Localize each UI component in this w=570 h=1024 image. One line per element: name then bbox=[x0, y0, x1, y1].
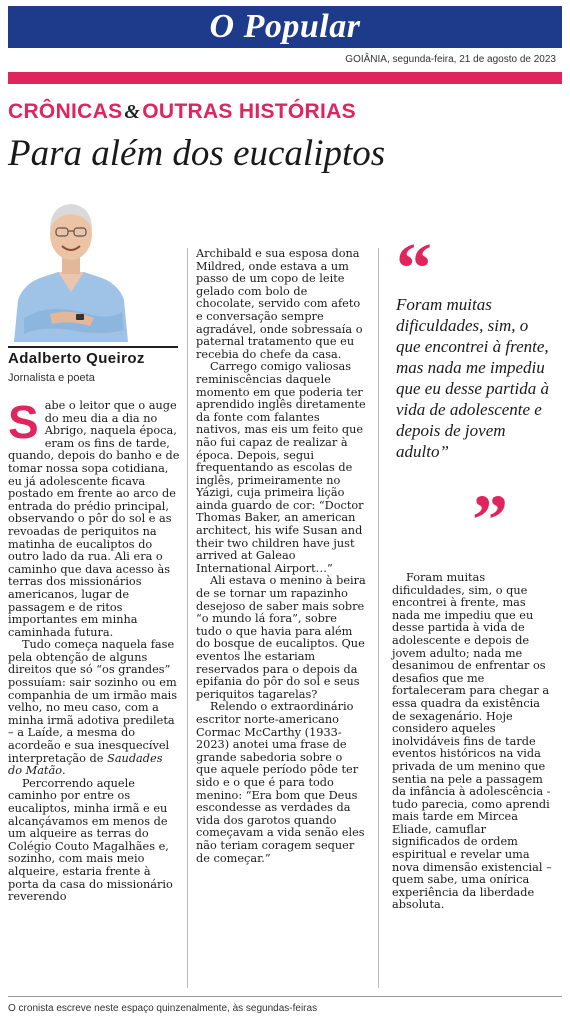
author-name: Adalberto Queiroz bbox=[8, 350, 145, 367]
paragraph-6: Ali estava o menino à beira de se tornar um rapazinho desejoso de saber mais sobre “o mundo lá fora”, sobre tudo o que havia para além do bosque de eucaliptos. Que eventos lhe estariam reservados para o depois da epifania do pôr do sol e seus periquitos tagarelas? bbox=[196, 574, 366, 701]
paragraph-3: Percorrendo aquele caminho por entre os eucaliptos, minha irmã e eu alcançávamos em menos de um alqueire as terras do Colégio Couto Magalhães e, sozinho, com mais meio alqueire, estaria frente à porta da casa do missionário reverendo bbox=[8, 776, 173, 904]
paragraph-4: Archibald e sua esposa dona Mildred, onde estava a um passo de um copo de leite gelado com bolo de chocolate, servido com afeto e conversação sempre agradável, onde sobressaía o paternal tratamento que eu recebia do chefe da casa. bbox=[196, 247, 363, 361]
column-divider bbox=[187, 248, 188, 988]
dropcap: S bbox=[8, 396, 39, 448]
author-photo bbox=[10, 190, 132, 342]
section-label-amp: & bbox=[124, 101, 141, 123]
masthead bbox=[8, 6, 562, 48]
footer-note: O cronista escreve neste espaço quinzenalmente, às segundas-feiras bbox=[8, 1003, 318, 1014]
masthead-title: O Popular bbox=[209, 8, 361, 45]
pull-quote: Foram muitas dificuldades, sim, o que encontrei à frente, mas nada me impediu que eu desse partida à vida de adolescente e depois de jovem adulto” bbox=[396, 295, 549, 461]
footer-rule bbox=[8, 996, 562, 997]
open-quote-mark: “ bbox=[396, 228, 432, 308]
headline: Para além dos eucaliptos bbox=[8, 133, 386, 174]
song-title: Saudades do Matão bbox=[8, 751, 163, 778]
paragraph-1 bbox=[8, 396, 180, 639]
paragraph-8: Foram muitas dificuldades, sim, o que encontrei à frente, mas nada me impediu que eu desse partida à vida de adolescente e depois de jovem adulto; nada me desanimou de enfrentar os desafios que me fortaleceram para chegar a essa quadra da existência de sexagenário. Hoje considero aqueles inolvidáveis fins de tarde eventos históricos na vida privada de um menino que sentia na pele a passagem da infância à adolescência - tudo parecia, como aprendi mais tarde em Mircea Eliade, camuflar significados de ordem espiritual e revelar uma nova dimensão existencial – quem sabe, uma onírica experiência da liberdade absoluta. bbox=[392, 571, 552, 912]
column-divider bbox=[378, 248, 379, 988]
author-role: Jornalista e poeta bbox=[8, 372, 95, 384]
paragraph-7: Relendo o extraordinário escritor norte-americano Cormac McCarthy (1933-2023) anotei uma frase de grande sabedoria sobre o que aquele período pôde ter sido e o que é para todo menino: “Era bom que Deus escondesse as verdades da vida dos garotos quando começavam a vida senão eles não teriam coragem sequer de começar.” bbox=[196, 700, 365, 865]
dateline: GOIÂNIA, segunda-feira, 21 de agosto de 2023 bbox=[345, 54, 556, 65]
author-portrait bbox=[10, 190, 132, 342]
section-divider bbox=[8, 72, 562, 84]
section-label bbox=[8, 100, 356, 124]
article-column-3 bbox=[392, 572, 556, 912]
paragraph-2 bbox=[8, 639, 180, 778]
paragraph-1-text: abe o leitor que o auge do meu dia a dia no Abrigo, naquela época, eram os fins de tarde, quando, depois do banho e de tomar nossa sopa cotidiana, eu já adolescente ficava postado em frente ao arco de entrada do prédio principal, observando o pôr do sol e as revoadas de periquitos na matinha de eucaliptos do outro lado da rua. Ali era o caminho que dava acesso às terras dos missionários americanos, lugar de passagem e de ritos importantes em minha caminhada futura. bbox=[8, 399, 180, 639]
article-column-2 bbox=[196, 248, 366, 865]
paragraph-5: Carrego comigo valiosas reminiscências daquele momento em que poderia ter aprendido inglês diretamente da fonte com falantes nativos, mas eis um feito que não fui capaz de realizar à época. Depois, segui frequentando as escolas de inglês, primeiramente no Yázigi, cuja primeira lição ainda guardo de cor: “Doctor Thomas Baker, an american architect, his wife Susan and their two children have just arrived at Galeao International Airport…” bbox=[196, 360, 366, 575]
close-quote-mark: ” bbox=[472, 480, 508, 560]
article-column-1 bbox=[8, 396, 180, 904]
section-label-part1: CRÔNICAS bbox=[8, 100, 123, 123]
paragraph-2-end: . bbox=[62, 764, 66, 778]
paragraph-2-text: Tudo começa naquela fase pela obtenção de alguns direitos que só “os grandes” possuíam: sair sozinho ou em companhia de um irmão mais velho, no meu caso, com a minha irmã adotiva predileta – a Laíde, a mesma do acordeão e sua inesquecível interpretação de bbox=[8, 638, 178, 765]
author-rule bbox=[8, 346, 178, 348]
section-label-part2: OUTRAS HISTÓRIAS bbox=[142, 100, 356, 123]
